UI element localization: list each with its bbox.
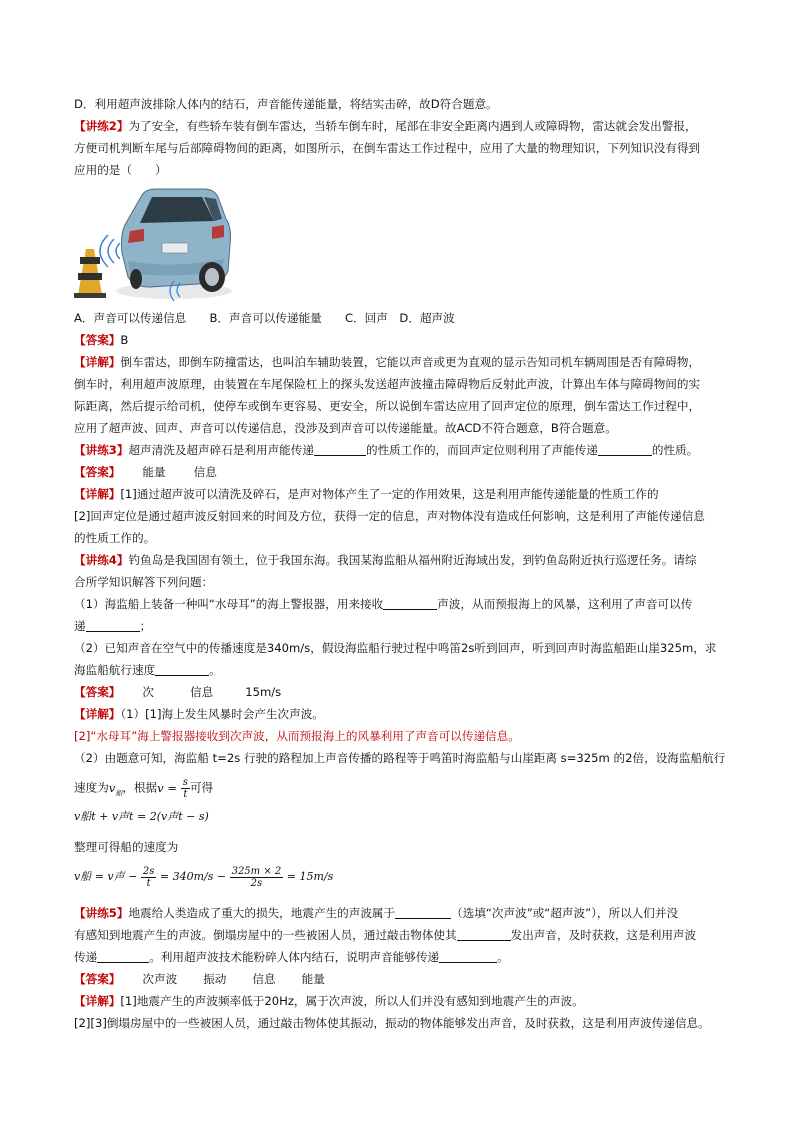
answer-line xyxy=(74,685,281,699)
text: 速度为 xyxy=(74,780,109,795)
text-line xyxy=(74,663,221,677)
eq-part: = 340m/s − xyxy=(159,870,227,883)
text: 可得 xyxy=(189,780,214,795)
fill-blank[interactable] xyxy=(383,597,437,610)
text: 的性质工作的，而回声定位则利用了声能传递 xyxy=(365,443,598,457)
answer-value: 15m/s xyxy=(245,685,282,699)
detail-line xyxy=(74,707,324,721)
detail-label: 【详解】 xyxy=(74,487,121,501)
eq-part: 325m × 2 xyxy=(231,865,282,877)
fill-blank[interactable] xyxy=(314,443,366,456)
formula-symbol: $v_船$ xyxy=(108,780,123,797)
answer-value: 信息 xyxy=(252,972,276,986)
text: 有感知到地震产生的声波。倒塌房屋中的一些被困人员，通过敲击物体使其 xyxy=(74,928,457,942)
text: 。 xyxy=(497,950,509,964)
answer-line xyxy=(74,465,217,479)
text: 递 xyxy=(74,619,86,633)
detail-label: 【详解】 xyxy=(74,994,121,1008)
text: 发出声音，及时获救，这是利用声波 xyxy=(510,928,697,942)
answer-value: 能量 xyxy=(301,972,325,986)
text: （选填“次声波”或“超声波”），所以人们并没 xyxy=(451,906,679,920)
question-label: 【讲练4】 xyxy=(74,553,129,567)
text-line: D．利用超声波排除人体内的结石，声音能传递能量，将结实击碎，故D符合题意。 xyxy=(74,97,498,111)
text: 地震给人类造成了重大的损失，地震产生的声波属于 xyxy=(128,906,396,920)
fill-blank[interactable] xyxy=(97,950,149,963)
text: 海监船航行速度 xyxy=(74,663,156,677)
text-line: 应用了超声波、回声、声音可以传递信息，没涉及到声音可以传递能量。故ACD不符合题意，B符合题意。 xyxy=(74,421,617,435)
text: （1）海监船上装备一种叫“水母耳”的海上警报器，用来接收 xyxy=(74,597,384,611)
question-3-stem xyxy=(74,443,698,457)
answer-value: 次 xyxy=(142,685,154,699)
fill-blank[interactable] xyxy=(395,906,451,919)
fill-blank[interactable] xyxy=(457,928,511,941)
parking-radar-illustration xyxy=(64,183,234,307)
text-line: [2][3]倒塌房屋中的一些被困人员，通过敲击物体使其振动，振动的物体能够发出声音，及时获救，这是利用声波传递信息。 xyxy=(74,1016,710,1030)
question-label: 【讲练5】 xyxy=(74,906,129,920)
eq-part: 2s xyxy=(250,877,263,889)
text: [1]地震产生的声波频率低于20Hz，属于次声波，所以人们并没有感知到地震产生的声波。 xyxy=(120,994,584,1008)
equation-1: v船t + v声t = 2(v声t − s) xyxy=(74,810,209,823)
eq-part: = 15m/s xyxy=(286,870,334,883)
answer-label: 【答案】 xyxy=(74,685,121,699)
text-line: 倒车时，利用超声波原理，由装置在车尾保险杠上的探头发送超声波撞击障碍物后反射此声波，计算出车体与障碍物间的实 xyxy=(74,377,701,391)
detail-line xyxy=(74,487,659,501)
answer-line xyxy=(74,972,325,986)
answer-value: 能量 xyxy=(142,465,166,479)
answer-label: 【答案】 xyxy=(74,333,121,347)
text: ； xyxy=(139,619,152,633)
text: 的性质。 xyxy=(651,443,699,457)
detail-label: 【详解】 xyxy=(74,707,121,721)
fill-blank[interactable] xyxy=(155,663,209,676)
answer-label: 【答案】 xyxy=(74,972,121,986)
answer-label: 【答案】 xyxy=(74,465,121,479)
text: （1）[1]海上发生风暴时会产生次声波。 xyxy=(120,707,324,721)
detail-label: 【详解】 xyxy=(74,355,121,369)
text-line xyxy=(74,950,509,964)
text-line xyxy=(74,928,696,942)
answer-value: 次声波 xyxy=(142,972,178,986)
text-line: [2]回声定位是通过超声波反射回来的时间及方位，获得一定的信息，声对物体没有造成任何影响，这是利用了声能传递信息 xyxy=(74,509,705,523)
fill-blank[interactable] xyxy=(439,950,497,963)
text-line: 合所学知识解答下列问题： xyxy=(74,575,214,589)
eq-part: 2s xyxy=(142,865,155,877)
fill-blank[interactable] xyxy=(598,443,652,456)
question-label: 【讲练2】 xyxy=(74,119,129,133)
text-line: （2）已知声音在空气中的传播速度是340m/s，假设海监船行驶过程中鸣笛2s听到回声，听到回声时海监船距山崖325m，求 xyxy=(74,641,717,655)
text-line: （2）由题意可知，海监船 t=2s 行驶的路程加上声音传播的路程等于鸣笛时海监船与山崖距离 s=325m 的2倍，设海监船航行 xyxy=(74,751,726,765)
text-line: 整理可得船的速度为 xyxy=(74,840,179,854)
equation-2 xyxy=(74,862,333,892)
answer-value: 振动 xyxy=(203,972,227,986)
detail-line xyxy=(74,355,700,369)
question-4-stem xyxy=(74,553,697,567)
question-2-stem xyxy=(74,119,697,133)
eq-part: t xyxy=(146,877,151,889)
answer-value: 信息 xyxy=(193,465,217,479)
text-line: 的性质工作的。 xyxy=(74,531,156,545)
text: 。利用超声波技术能粉碎人体内结石，说明声音能够传递 xyxy=(149,950,440,964)
answer-value: B xyxy=(120,333,129,347)
text-line xyxy=(74,777,213,800)
text-line: [2]“水母耳”海上警报器接收到次声波，从而预报海上的风暴利用了声音可以传递信息。 xyxy=(74,729,520,743)
answer-line xyxy=(74,333,128,347)
text-line xyxy=(74,619,151,633)
detail-line xyxy=(74,994,584,1008)
question-5-stem xyxy=(74,906,678,920)
text: ，根据 xyxy=(122,780,158,795)
text-line: 方便司机判断车尾与后部障碍物间的距离，如图所示，在倒车雷达工作过程中，应用了大量的物理知识，下列知识没有得到 xyxy=(74,141,701,155)
question-label: 【讲练3】 xyxy=(74,443,129,457)
text: 钓鱼岛是我国固有领土，位于我国东海。我国某海监船从福州附近海域出发，到钓鱼岛附近执行巡逻任务。请综 xyxy=(128,553,697,567)
text-line: 应用的是（ ） xyxy=(74,163,167,177)
text: 倒车雷达，即倒车防撞雷达，也叫泊车辅助装置，它能以声音或更为直观的显示告知司机车辆周围是否有障碍物， xyxy=(120,355,701,369)
text: 声波，从而预报海上的风暴，这利用了声音可以传 xyxy=(437,597,693,611)
text-line xyxy=(74,597,692,611)
text: [1]通过超声波可以清洗及碎石，是声对物体产生了一定的作用效果，这是利用声能传递能量的性质工作的 xyxy=(120,487,659,501)
answer-options: A．声音可以传递信息 B．声音可以传递能量 C．回声 D．超声波 xyxy=(74,311,455,325)
fill-blank[interactable] xyxy=(86,619,140,632)
text: 超声清洗及超声碎石是利用声能传递 xyxy=(128,443,314,457)
eq-part: v船 = v声 − xyxy=(74,870,138,883)
text-line: 际距离，然后提示给司机，使停车或倒车更容易、更安全，所以说倒车雷达应用了回声定位的原理，倒车雷达工作过程中， xyxy=(74,399,701,413)
answer-value: 信息 xyxy=(190,685,214,699)
formula: v = $\frac{s}{t}$ xyxy=(157,777,188,800)
text: 为了安全，有些轿车装有倒车雷达，当轿车倒车时，尾部在非安全距离内遇到人或障碍物，雷达就会发出警报， xyxy=(128,119,697,133)
text: 传递 xyxy=(74,950,98,964)
text: 。 xyxy=(209,663,221,677)
